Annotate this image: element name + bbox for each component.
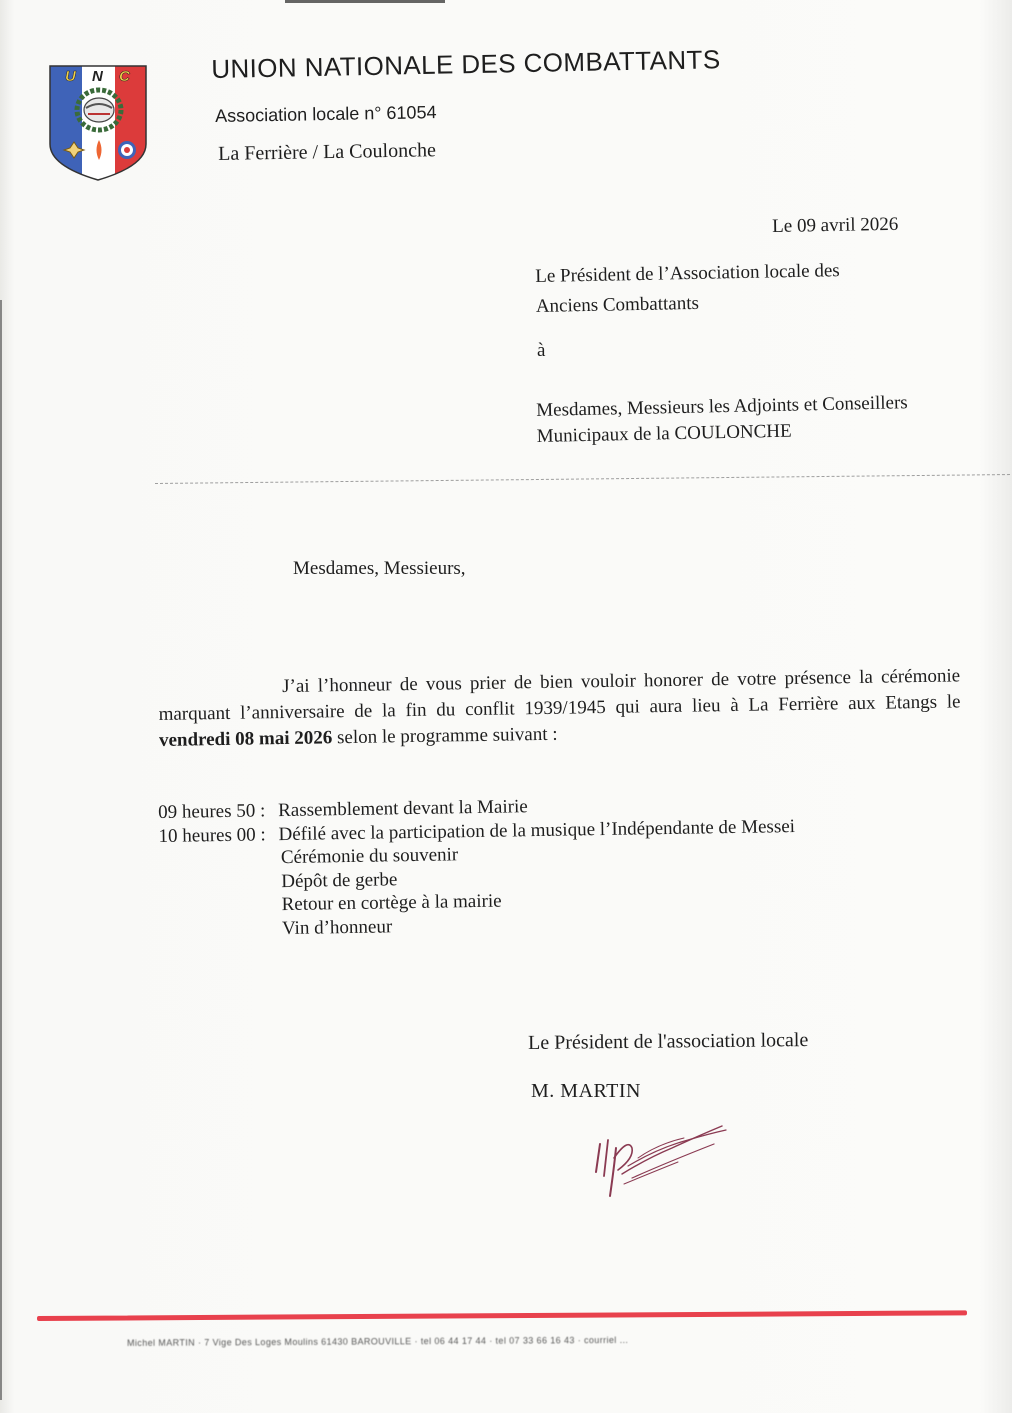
body-line-3-rest: selon le programme suivant : <box>332 723 558 749</box>
body-line-1-text: J’ai l’honneur de vous prier de bien vouloir honorer de votre présence la cérémonie <box>282 665 961 698</box>
programme-item: Dépôt de gerbe <box>281 868 398 892</box>
logo-letter-n: N <box>92 68 103 85</box>
organization-location: La Ferrière / La Coulonche <box>218 139 437 165</box>
signoff-title: Le Président de l'association locale <box>528 1029 809 1054</box>
programme-item: Retour en cortège à la mairie <box>281 890 502 916</box>
programme-time: 09 heures 50 : <box>158 800 266 823</box>
to-word: à <box>537 340 546 361</box>
separator-line <box>155 474 1010 484</box>
event-date: vendredi 08 mai 2026 <box>158 727 333 751</box>
salutation: Mesdames, Messieurs, <box>293 558 466 579</box>
footer-contact: Michel MARTIN · 7 Vige Des Loges Moulins 61430 BAROUVILLE · tel 06 44 17 44 · tel 07 33 66 16 43 · courriel ... <box>127 1334 629 1348</box>
programme-item: Vin d’honneur <box>281 915 393 939</box>
unc-logo-icon <box>48 64 148 182</box>
letter-body <box>158 663 961 754</box>
body-line-2: marquant l’anniversaire de la fin du conflit 1939/1945 qui aura lieu à La Ferrière aux Etangs le <box>158 691 961 725</box>
letter-date: Le 09 avril 2026 <box>772 213 899 237</box>
recipient-block <box>536 390 909 450</box>
signoff-name: M. MARTIN <box>531 1080 641 1102</box>
sender-block <box>535 256 841 322</box>
logo-letter-u: U <box>65 68 76 85</box>
organization-name: UNION NATIONALE DES COMBATTANTS <box>211 44 721 84</box>
recipient-line-1: Mesdames, Messieurs les Adjoints et Conseillers <box>536 392 908 421</box>
footer-rule <box>37 1310 967 1321</box>
signature-icon <box>588 1118 730 1204</box>
recipient-line-2: Municipaux de la COULONCHE <box>536 420 792 447</box>
programme-list <box>158 791 797 942</box>
logo-letter-c: C <box>119 68 130 85</box>
scan-edge-left <box>0 300 2 1400</box>
programme-item: Rassemblement devant la Mairie <box>278 796 528 822</box>
scan-edge-top <box>285 0 445 3</box>
sender-line-2: Anciens Combattants <box>535 292 700 317</box>
programme-item: Défilé avec la participation de la musique l’Indépendante de Messei <box>278 815 796 845</box>
programme-item: Cérémonie du souvenir <box>280 844 459 869</box>
sender-line-1: Le Président de l’Association locale des <box>535 260 840 287</box>
association-number: Association locale n° 61054 <box>215 102 437 126</box>
programme-time: 10 heures 00 : <box>158 823 266 847</box>
